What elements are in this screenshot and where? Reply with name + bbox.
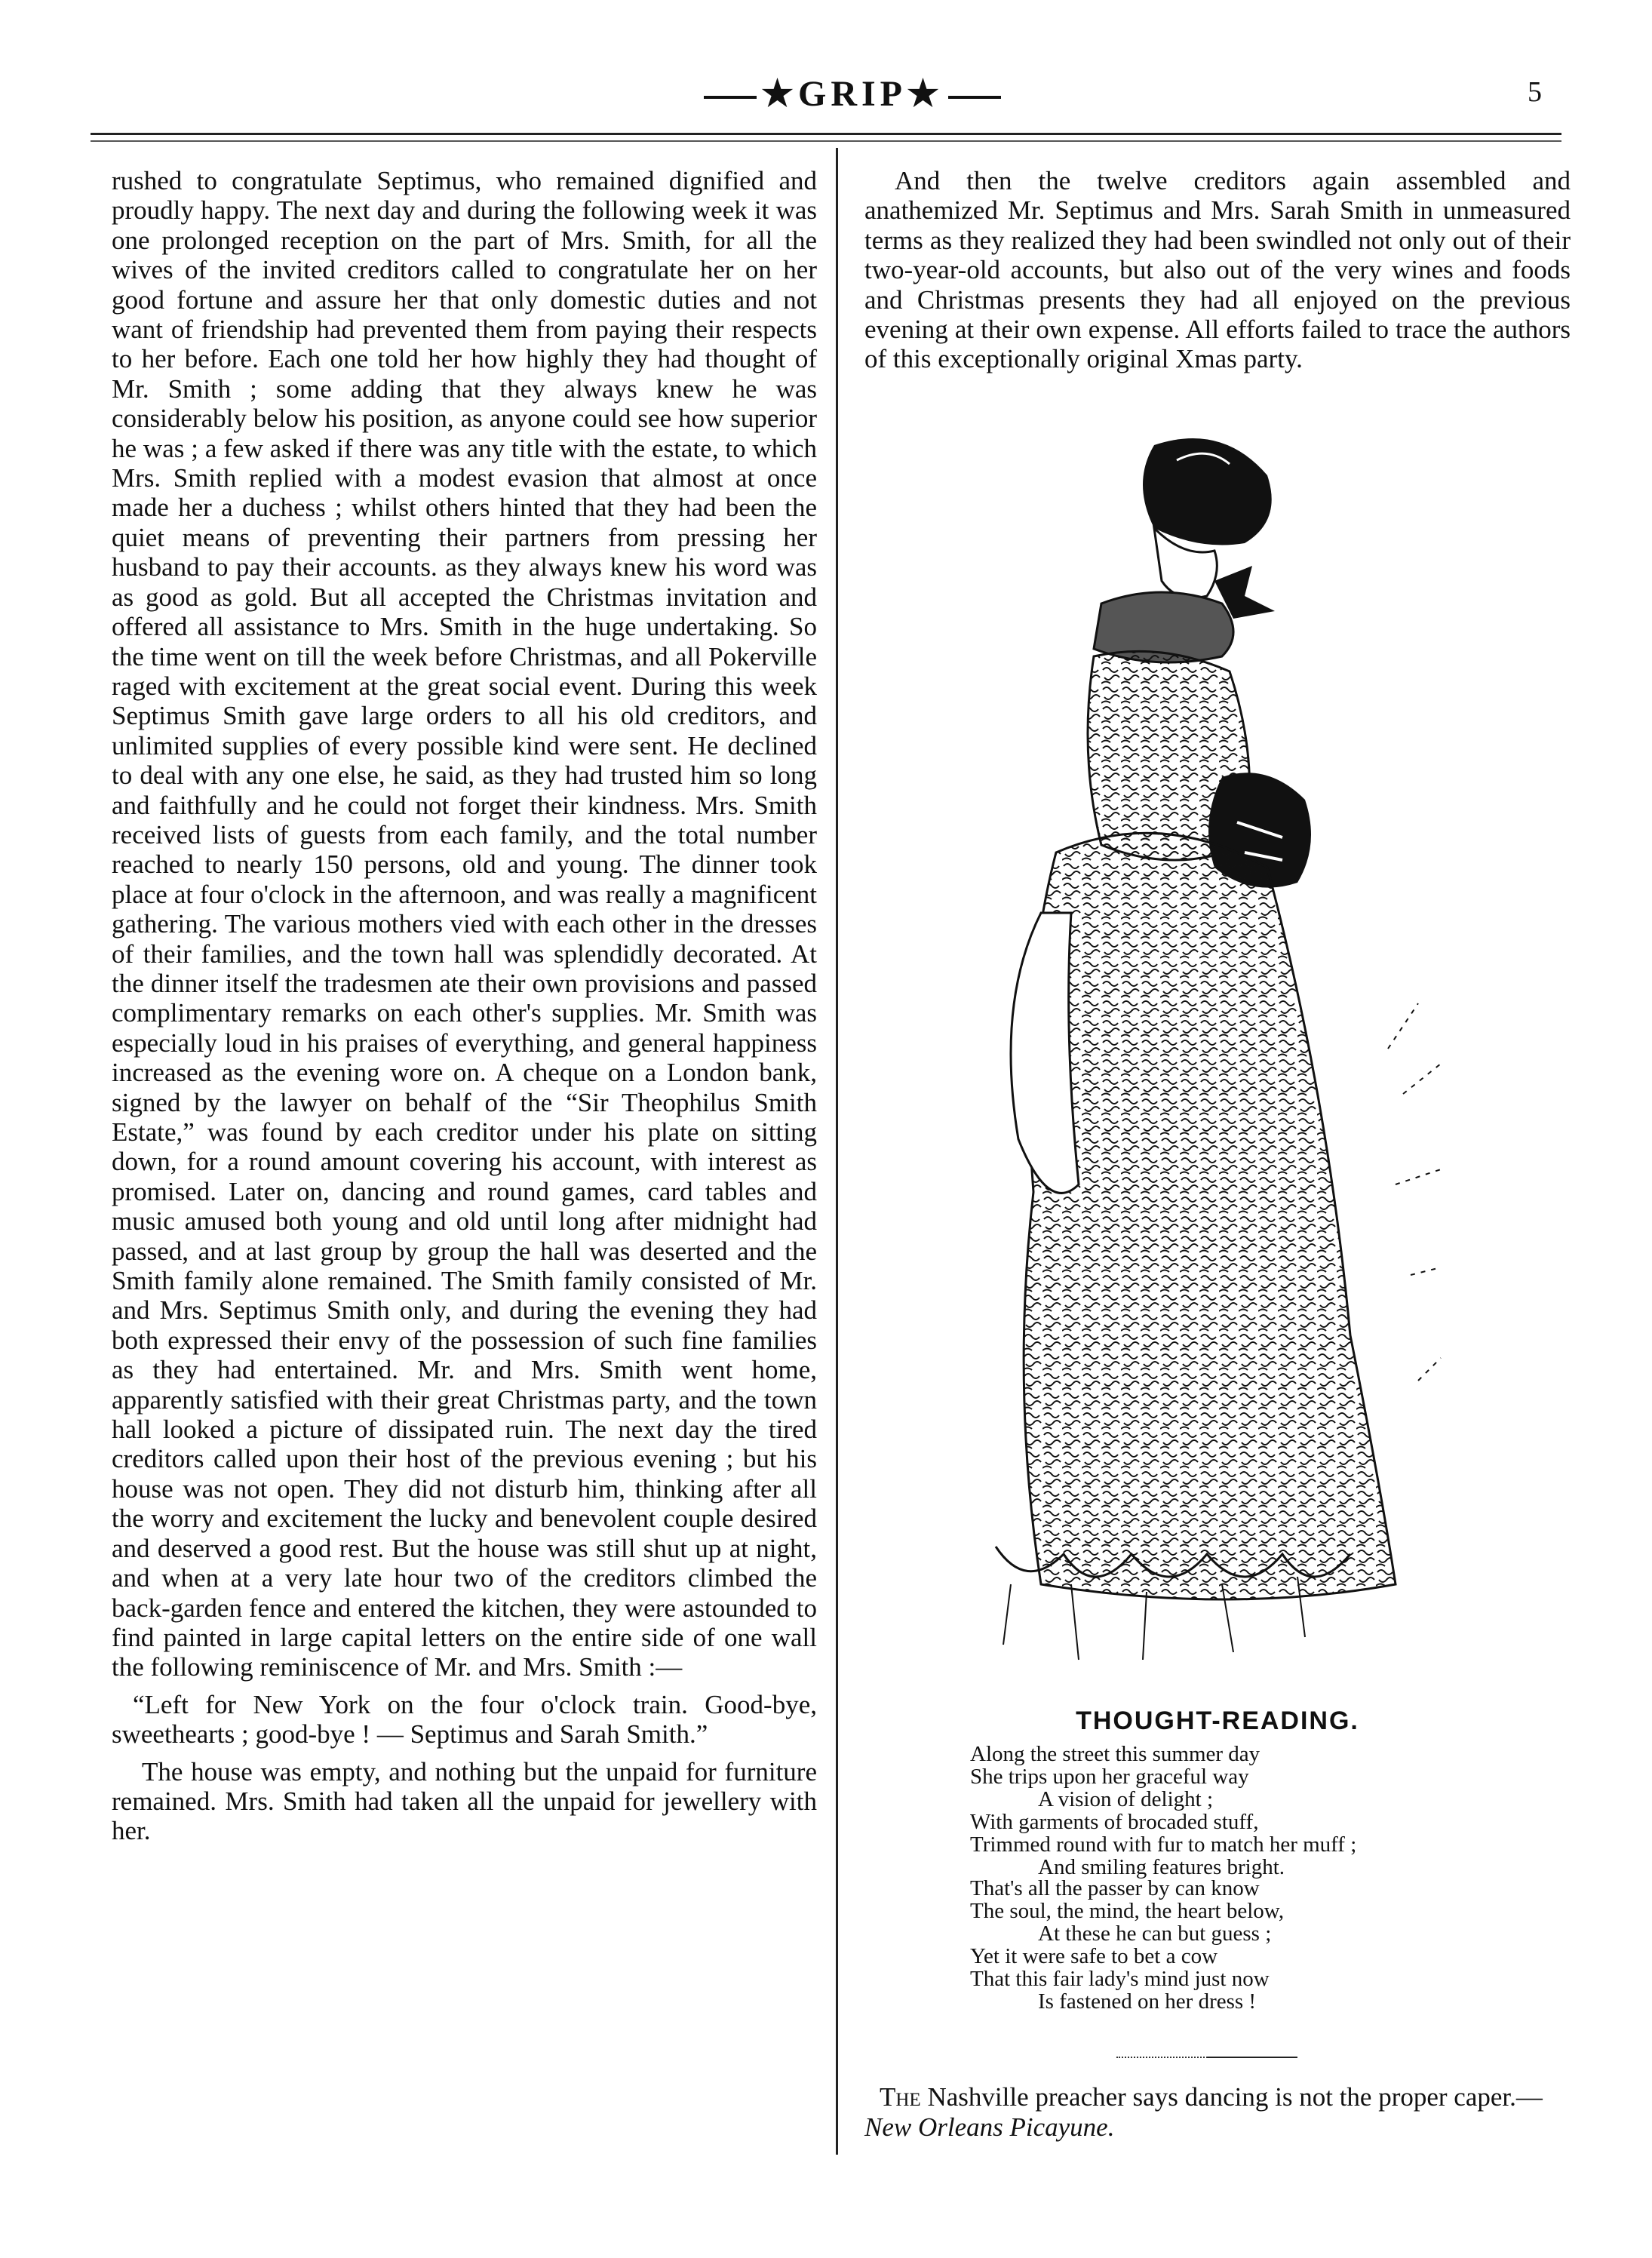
story-paragraph: rushed to congratulate Septimus, who remained dignified and proudly happy. The next day and during the following week it was one prolonged reception on the part of Mrs. Smith, for all the wives of the invited creditors called to congratulate her on her good fortune and assure her that only domestic duties and not want of friendship had prevented them from paying their respects to her before. Each one told her how highly they had thought of Mr. Smith ; some adding that they always knew he was considerably below his position, as anyone could see how superior he was ; a few asked if there was any title with the estate, to which Mrs. Smith replied with a modest evasion that almost at once made her a duchess ; whilst others hinted that they had been the quiet means of preventing their partners from pressing her husband to pay their accounts. as they always knew his word was as good as gold. But all accepted the Christmas invitation and offered all assistance to Mrs. Smith in the huge undertaking. So the time went on till the week before Christmas, and all Pokerville raged with excitement at the great social event. During this week Septimus Smith gave large orders to all his old creditors, and unlimited supplies of every possible kind were sent. He declined to deal with any one else, he said, as they had trusted him so long and faithfully and he could not forget their kindness. Mrs. Smith received lists of guests from each family, and the total number reached to nearly 150 persons, old and young. The dinner took place at four o'clock in the afternoon, and was really a magnificent gathering. The various mothers vied with each other in the dresses of their families, and the town hall was splendidly decorated. At the dinner itself the tradesmen ate their own provisions and passed complimentary remarks on each other's supplies. Mr. Smith was especially loud in his praises of everything, and general happiness increased as the evening wore on. A cheque on a London bank, signed by the lawyer on behalf of the “Sir Theophilus Smith Estate,” was found by each creditor under his plate on sitting down, for a round amount covering his account, with interest as promised. Later on, dancing and round games, card tables and music amused both young and old until long after midnight had passed, and at last group by group the hall was deserted and the Smith family alone remained. The Smith family consisted of Mr. and Mrs. Septimus Smith only, and during the evening they had both expressed their envy of the possession of such fine families as they had entertained. Mr. and Mrs. Smith went home, apparently satisfied with their great Christmas party, and the town hall looked a picture of dissipated ruin. The next day the tired creditors called upon their host of the previous evening ; but his house was not open. They did not disturb him, thinking after all the worry and excitement the lucky and benevolent couple desired and deserved a good rest. But the house was still shut up at night, and when at a very late hour two of the creditors climbed the back-garden fence and entered the kitchen, they were astounded to find painted in large capital letters on the entire side of one wall the following reminiscence of Mr. and Mrs. Smith :— xyxy=(112,166,817,1682)
note-source: New Orleans Picayune. xyxy=(864,2112,1115,2142)
poem-line: Yet it were safe to bet a cow xyxy=(970,1944,1218,1968)
illustration-caption: THOUGHT-READING. xyxy=(1076,1707,1359,1735)
poem-stanza-1 xyxy=(970,1743,1356,1879)
lady-engraving-image xyxy=(905,430,1463,1682)
left-column xyxy=(112,166,817,1846)
nashville-note xyxy=(864,2082,1571,2143)
publication-name: GRIP xyxy=(798,74,907,114)
column-divider xyxy=(836,148,838,2155)
note-text: Nashville preacher says dancing is not the proper caper.— xyxy=(920,2082,1543,2112)
poem-stanza-2 xyxy=(970,1877,1284,2013)
masthead xyxy=(0,72,1652,118)
wall-inscription-quote: “Left for New York on the four o'clock train. Good-bye, sweethearts ; good-bye ! — Septimus and Sarah Smith.” xyxy=(112,1689,817,1750)
masthead-title: ★GRIP★ xyxy=(656,72,1049,115)
poem-line: The soul, the mind, the heart below, xyxy=(970,1899,1285,1923)
poem-line: A vision of delight ; xyxy=(1038,1787,1213,1811)
story-conclusion-paragraph: And then the twelve creditors again assembled and anathemized Mr. Septimus and Mrs. Sarah Smith in unmeasured terms as they realized they had been swindled not only out of their two-year-old accounts, but also out of the very wines and foods and Christmas presents they had all enjoyed on the previous evening at their own expense. All efforts failed to trace the authors of this exceptionally original Xmas party. xyxy=(864,166,1571,374)
poem-line: That this fair lady's mind just now xyxy=(970,1967,1270,1991)
story-ending-paragraph: The house was empty, and nothing but the unpaid for furniture remained. Mrs. Smith had taken all the unpaid for jewellery with her. xyxy=(112,1756,817,1846)
poem-line: With garments of brocaded stuff, xyxy=(970,1810,1259,1834)
poem-line: That's all the passer by can know xyxy=(970,1876,1260,1900)
title-dash-left xyxy=(704,96,757,99)
header-rule xyxy=(91,133,1561,135)
page-number: 5 xyxy=(1528,76,1542,108)
poem-line: Is fastened on her dress ! xyxy=(1038,1989,1257,2014)
poem-line: Trimmed round with fur to match her muff ; xyxy=(970,1833,1357,1857)
header-rule-thin xyxy=(91,140,1561,142)
poem-line: She trips upon her graceful way xyxy=(970,1765,1249,1789)
section-divider xyxy=(1116,2057,1297,2058)
title-dash-right xyxy=(948,96,1001,99)
right-column xyxy=(864,166,1571,374)
lady-illustration xyxy=(905,430,1463,1682)
poem-line: And smiling features bright. xyxy=(1038,1855,1285,1879)
poem-line: Along the street this summer day xyxy=(970,1742,1260,1766)
poem-line: At these he can but guess ; xyxy=(1038,1922,1272,1946)
note-lead: The xyxy=(880,2082,921,2112)
